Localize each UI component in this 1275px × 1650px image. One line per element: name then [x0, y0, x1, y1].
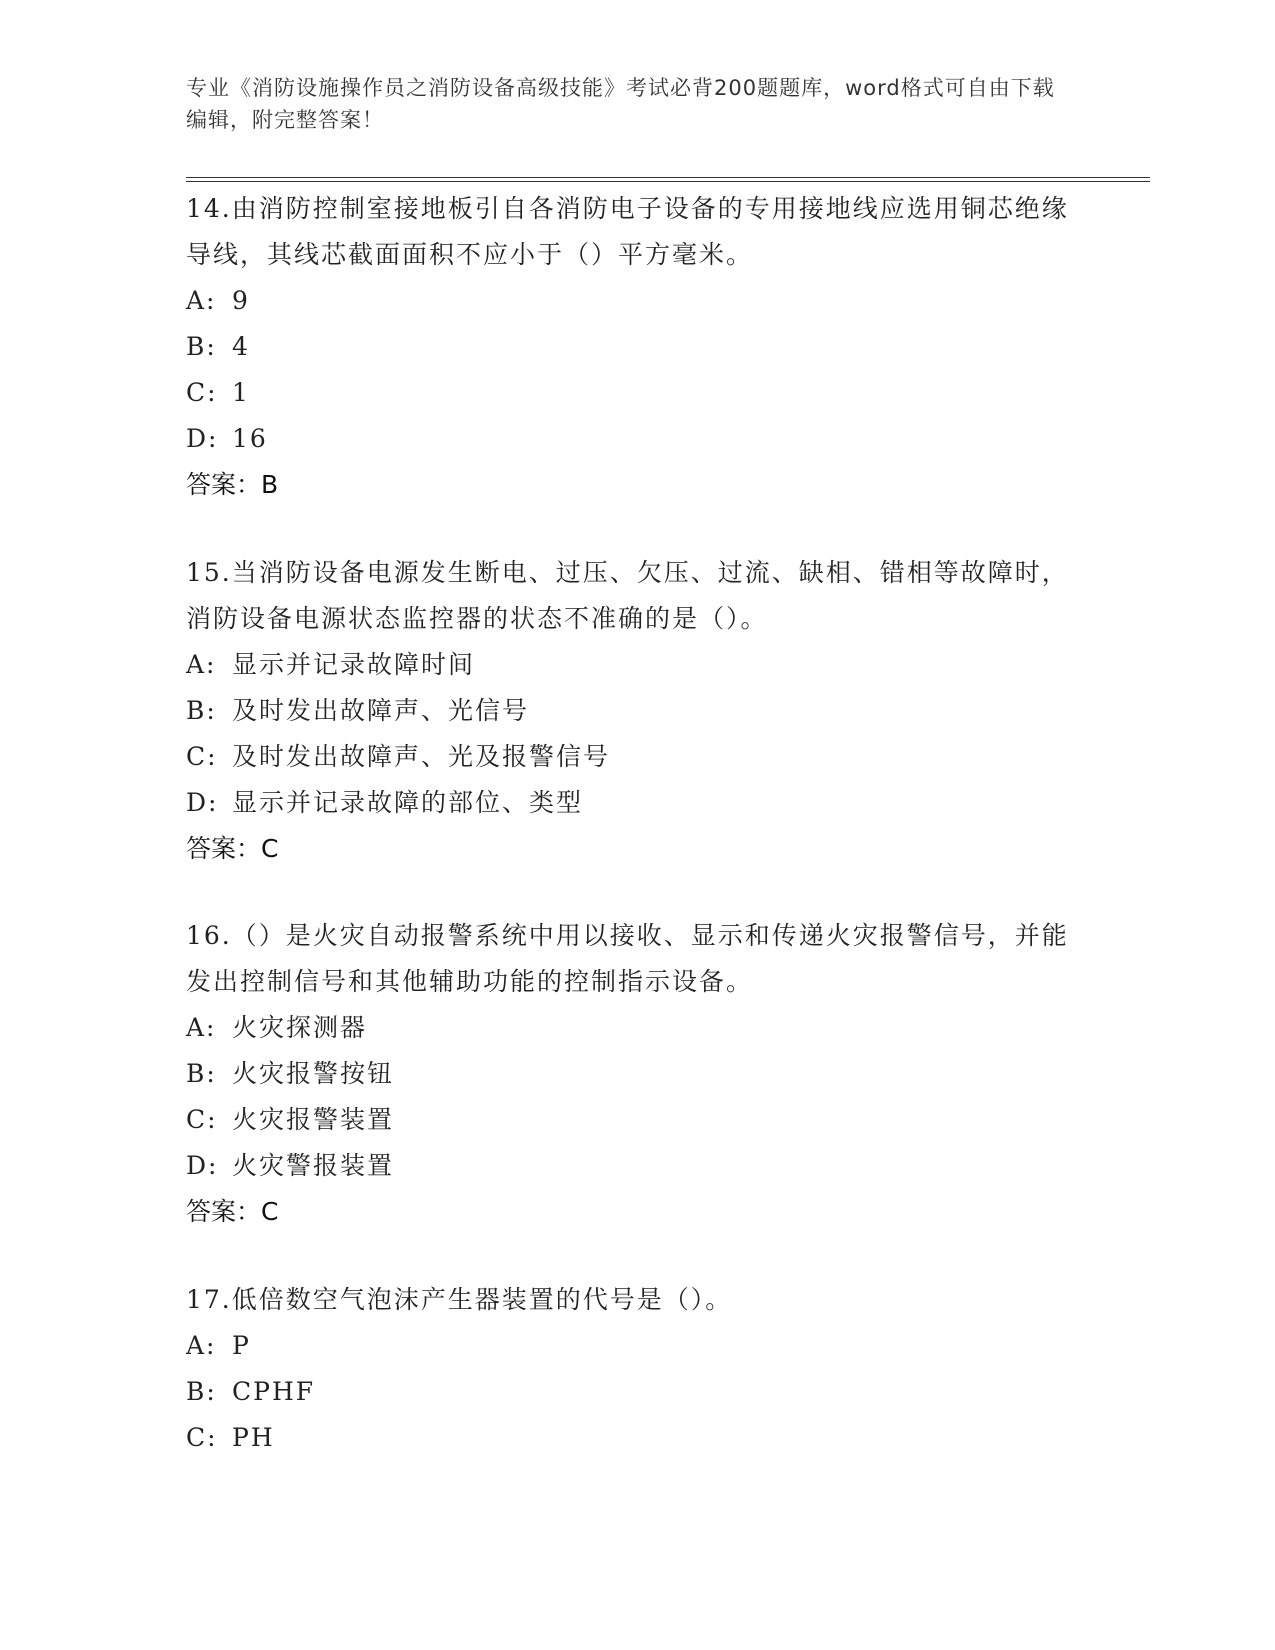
option-text: 火灾报警装置 — [232, 1105, 395, 1134]
option-text: PH — [232, 1423, 275, 1452]
question-stem: 16.（）是火灾自动报警系统中用以接收、显示和传递火灾报警信号，并能发出控制信号和其他辅助功能的控制指示设备。 — [186, 921, 1069, 996]
option-letter: C: — [186, 1423, 218, 1452]
option-a — [186, 642, 1086, 688]
option-c — [186, 1097, 1086, 1143]
option-letter: A: — [186, 1013, 217, 1042]
option-text: 显示并记录故障的部位、类型 — [232, 788, 584, 817]
option-text: 及时发出故障声、光信号 — [232, 696, 530, 725]
option-text: 9 — [232, 286, 250, 315]
option-a — [186, 1323, 1086, 1369]
option-letter: C: — [186, 742, 218, 771]
question-17 — [186, 1277, 1086, 1461]
option-letter: B: — [186, 1377, 217, 1406]
option-c — [186, 370, 1086, 416]
option-b — [186, 688, 1086, 734]
option-c — [186, 734, 1086, 780]
question-stem: 15.当消防设备电源发生断电、过压、欠压、过流、缺相、错相等故障时，消防设备电源状态监控器的状态不准确的是（）。 — [186, 558, 1069, 633]
option-b — [186, 1369, 1086, 1415]
option-d — [186, 416, 1086, 462]
question-14 — [186, 186, 1086, 508]
option-letter: C: — [186, 378, 218, 407]
option-d — [186, 1143, 1086, 1189]
option-b — [186, 324, 1086, 370]
option-letter: B: — [186, 1059, 217, 1088]
option-letter: B: — [186, 696, 217, 725]
option-text: 火灾探测器 — [232, 1013, 368, 1042]
option-a — [186, 278, 1086, 324]
option-letter: A: — [186, 1331, 217, 1360]
answer-line: 答案：B — [186, 470, 279, 499]
option-text: 1 — [232, 378, 250, 407]
option-letter: B: — [186, 332, 217, 361]
option-text: CPHF — [232, 1377, 316, 1406]
option-c — [186, 1415, 1086, 1461]
option-letter: D: — [186, 424, 219, 453]
question-15 — [186, 550, 1086, 872]
question-stem: 17.低倍数空气泡沫产生器装置的代号是（）。 — [186, 1285, 733, 1314]
question-16 — [186, 913, 1086, 1235]
option-letter: A: — [186, 286, 217, 315]
option-text: 火灾警报装置 — [232, 1151, 395, 1180]
option-letter: D: — [186, 788, 219, 817]
option-text: P — [232, 1331, 251, 1360]
option-letter: A: — [186, 650, 217, 679]
option-letter: C: — [186, 1105, 218, 1134]
option-text: 火灾报警按钮 — [232, 1059, 395, 1088]
option-letter: D: — [186, 1151, 219, 1180]
option-text: 显示并记录故障时间 — [232, 650, 476, 679]
answer-line: 答案：C — [186, 1197, 279, 1226]
option-text: 及时发出故障声、光及报警信号 — [232, 742, 611, 771]
option-text: 4 — [232, 332, 250, 361]
header-divider — [186, 177, 1150, 182]
option-b — [186, 1051, 1086, 1097]
answer-line: 答案：C — [186, 834, 279, 863]
question-stem: 14.由消防控制室接地板引自各消防电子设备的专用接地线应选用铜芯绝缘导线，其线芯截面面积不应小于（）平方毫米。 — [186, 194, 1069, 269]
option-a — [186, 1005, 1086, 1051]
document-header: 专业《消防设施操作员之消防设备高级技能》考试必背200题题库，word格式可自由下载编辑，附完整答案！ — [186, 76, 1055, 132]
option-text: 16 — [232, 424, 268, 453]
option-d — [186, 780, 1086, 826]
